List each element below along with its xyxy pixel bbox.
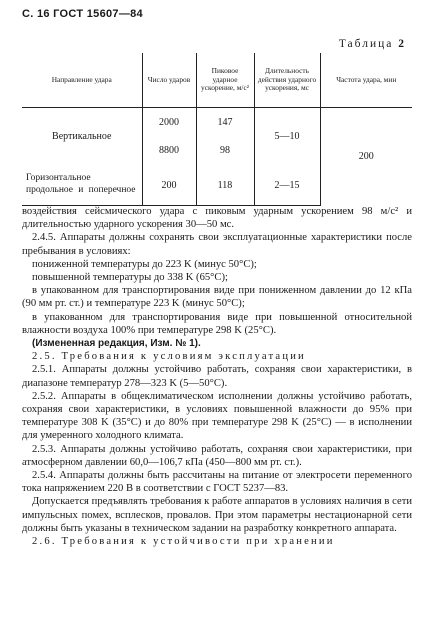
col-header-count: Число ударов [142,53,196,108]
amendment-note: (Измененная редакция, Изм. № 1). [32,338,201,350]
col-header-acceleration: Пиковое ударное ускорение, м/с² [196,53,254,108]
col-header-direction: Направление удара [22,53,142,108]
paragraph: Допускается предъявлять требования к работе аппаратов в условиях наличия в сети импульсных помех, всплесков, провалов. При этом параметры нестационарной сети должны быть указаны в техническом задании на разработку конкретного аппарата. [22,496,412,534]
cell-count-2: 8800 [159,144,179,156]
cell-vertical-accel [196,108,254,166]
table-caption-word: Таблица [338,38,394,50]
cell-horizontal-accel: 118 [196,166,254,206]
cell-accel-1: 147 [217,116,233,128]
cell-horizontal-count: 200 [142,166,196,206]
cell-vertical-label: Вертикальное [52,131,112,143]
table-row [22,108,412,166]
paragraph: 2.5.4. Аппараты должны быть рассчитаны на питание от электросети переменного тока напряжением 220 В в соответствии с ГОСТ 5237—83. [22,470,412,495]
cell-frequency: 200 [320,108,412,206]
paragraph: в упакованном для транспортирования виде при повышенной относительной влажности воздуха 100% при температуре 298 K (25°С). [22,311,412,336]
impact-table [22,53,412,206]
col-header-frequency: Частота удара, мин [320,53,412,108]
paragraph: 2.4.5. Аппараты должны сохранять свои эксплуатационные характеристики после пребывания в условиях: [22,232,412,257]
paragraph: в упакованном для транспортирования виде при пониженном давлении до 12 кПа (90 мм рт. ст.) и температуре 223 K (минус 50°С); [22,285,412,310]
horizontal-label-text: Горизонтальное продольное и поперечное [26,173,136,196]
paragraph: 2.5.2. Аппараты в общеклиматическом исполнении должны устойчиво работать, сохраняя свои характеристики, в условиях повышенной влажности до 95% при температуре 308 K (35°С) и до 80% при температуре 298 K (25°С) — в исполнении для умеренного холодного климата. [22,390,412,442]
cell-horizontal-duration: 2—15 [254,166,320,206]
document-body [22,205,412,548]
paragraph: воздействия сейсмического удара с пиковым ударным ускорением 98 м/с² и длительностью ударного ускорения 30—50 мс. [22,206,412,231]
cell-vertical-counts [142,108,196,166]
table-caption-number: 2 [398,38,404,50]
table-caption [339,38,404,50]
section-heading: 2.6. Требования к устойчивости при хранении [32,536,335,548]
cell-count-1: 2000 [159,116,179,128]
cell-vertical-duration: 5—10 [254,108,320,166]
table-header-row [22,53,412,108]
cell-accel-2: 98 [220,144,230,156]
paragraph: 2.5.1. Аппараты должны устойчиво работать, сохраняя свои характеристики, в диапазоне температур 278—323 K (5—50°С). [22,364,412,389]
page-header: С. 16 ГОСТ 15607—84 [22,8,143,20]
section-heading: 2.5. Требования к условиям эксплуатации [32,351,306,363]
cell-horizontal-label [22,166,142,206]
paragraph: повышенной температуры до 338 K (65°С); [32,272,228,284]
paragraph: пониженной температуры до 223 K (минус 50°С); [32,258,257,270]
col-header-duration: Длительность действия ударного ускорения, мс [254,53,320,108]
paragraph: 2.5.3. Аппараты должны устойчиво работать, сохраняя свои характеристики, при атмосферном давлении 60,0—106,7 кПа (450—800 мм рт. ст.). [22,443,412,468]
